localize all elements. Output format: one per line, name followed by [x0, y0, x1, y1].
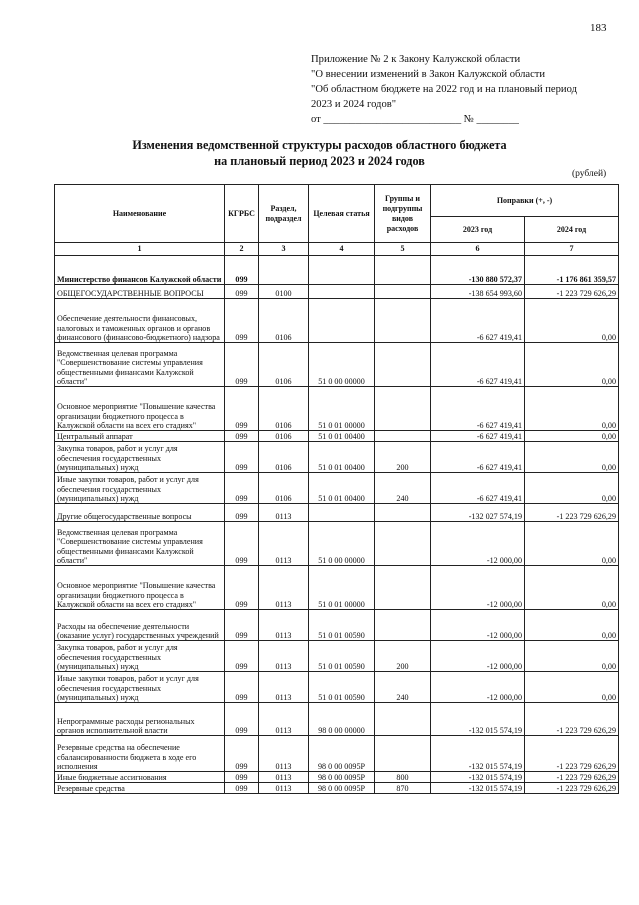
cell-name: Центральный аппарат	[55, 431, 225, 442]
title-line: на плановый период 2023 и 2024 годов	[214, 154, 425, 168]
cell-v2024: 0,00	[525, 610, 619, 641]
cell-group: 240	[375, 473, 431, 504]
cell-v2023: -132 015 574,19	[431, 703, 525, 736]
appendix-line: Приложение № 2 к Закону Калужской области	[311, 54, 521, 65]
appendix-line: "О внесении изменений в Закон Калужской области	[311, 69, 546, 80]
cell-target: 51 0 01 00000	[309, 387, 375, 431]
cell-target: 51 0 01 00400	[309, 473, 375, 504]
table-row	[55, 783, 619, 794]
table-row	[55, 343, 619, 387]
table-row	[55, 431, 619, 442]
cell-kgrbs: 099	[225, 387, 259, 431]
cell-v2023: -132 027 574,19	[431, 504, 525, 522]
cell-name: Резервные средства на обеспечение сбалансированности бюджета в ходе его исполнения	[55, 736, 225, 772]
cell-group	[375, 504, 431, 522]
cell-target: 51 0 01 00590	[309, 641, 375, 672]
cell-name: Иные бюджетные ассигнования	[55, 772, 225, 783]
cell-v2024: -1 223 729 626,29	[525, 703, 619, 736]
table-row	[55, 285, 619, 299]
cell-v2023: -12 000,00	[431, 522, 525, 566]
column-numbers-row	[55, 243, 619, 256]
cell-v2024: -1 223 729 626,29	[525, 504, 619, 522]
cell-target: 98 0 00 00000	[309, 703, 375, 736]
cell-v2023: -6 627 419,41	[431, 473, 525, 504]
cell-target	[309, 256, 375, 285]
cell-name: Министерство финансов Калужской области	[55, 256, 225, 285]
cell-section: 0106	[259, 431, 309, 442]
cell-section: 0113	[259, 641, 309, 672]
cell-kgrbs: 099	[225, 703, 259, 736]
header-target: Целевая статья	[309, 185, 375, 243]
table-row	[55, 299, 619, 343]
cell-v2024: 0,00	[525, 473, 619, 504]
cell-target: 98 0 00 0095Р	[309, 783, 375, 794]
table-row	[55, 703, 619, 736]
cell-v2023: -12 000,00	[431, 610, 525, 641]
cell-target: 51 0 01 00000	[309, 566, 375, 610]
cell-group: 240	[375, 672, 431, 703]
cell-name: ОБЩЕГОСУДАРСТВЕННЫЕ ВОПРОСЫ	[55, 285, 225, 299]
cell-name: Закупка товаров, работ и услуг для обеспечения государственных (муниципальных) нужд	[55, 641, 225, 672]
cell-kgrbs: 099	[225, 783, 259, 794]
cell-group	[375, 566, 431, 610]
cell-name: Обеспечение деятельности финансовых, налоговых и таможенных органов и органов финансового (финансово-бюджетного) надзора	[55, 299, 225, 343]
cell-kgrbs: 099	[225, 772, 259, 783]
cell-section: 0113	[259, 504, 309, 522]
cell-v2024: -1 176 861 359,57	[525, 256, 619, 285]
cell-name: Ведомственная целевая программа "Совершенствование системы управления общественными финансами Калужской области"	[55, 522, 225, 566]
header-2024: 2024 год	[525, 217, 619, 243]
cell-section: 0113	[259, 736, 309, 772]
table-row	[55, 442, 619, 473]
cell-kgrbs: 099	[225, 431, 259, 442]
cell-group	[375, 387, 431, 431]
header-kgrbs: КГРБС	[225, 185, 259, 243]
header-groups: Группы и подгруппы видов расходов	[375, 185, 431, 243]
table-row	[55, 672, 619, 703]
cell-group	[375, 431, 431, 442]
document-title	[0, 137, 639, 169]
header-2023: 2023 год	[431, 217, 525, 243]
cell-section: 0113	[259, 566, 309, 610]
cell-target: 51 0 01 00590	[309, 672, 375, 703]
cell-v2024: 0,00	[525, 442, 619, 473]
cell-v2023: -6 627 419,41	[431, 431, 525, 442]
cell-v2023: -132 015 574,19	[431, 783, 525, 794]
table-row	[55, 256, 619, 285]
cell-kgrbs: 099	[225, 256, 259, 285]
column-number: 4	[309, 243, 375, 256]
cell-v2024: 0,00	[525, 387, 619, 431]
cell-name: Основное мероприятие "Повышение качества организации бюджетного процесса в Калужской области на всех его стадиях"	[55, 387, 225, 431]
page-number: 183	[590, 22, 607, 34]
cell-name: Закупка товаров, работ и услуг для обеспечения государственных (муниципальных) нужд	[55, 442, 225, 473]
cell-kgrbs: 099	[225, 736, 259, 772]
table-row	[55, 387, 619, 431]
table-row	[55, 566, 619, 610]
cell-v2023: -12 000,00	[431, 672, 525, 703]
header-amendments: Поправки (+, -)	[431, 185, 619, 217]
cell-v2023: -12 000,00	[431, 566, 525, 610]
cell-name: Иные закупки товаров, работ и услуг для обеспечения государственных (муниципальных) нужд	[55, 473, 225, 504]
cell-section: 0106	[259, 473, 309, 504]
cell-section: 0113	[259, 522, 309, 566]
cell-v2023: -6 627 419,41	[431, 387, 525, 431]
cell-target	[309, 285, 375, 299]
table-row	[55, 641, 619, 672]
header-section: Раздел, подраздел	[259, 185, 309, 243]
cell-v2023: -6 627 419,41	[431, 299, 525, 343]
cell-group: 200	[375, 442, 431, 473]
cell-kgrbs: 099	[225, 504, 259, 522]
table-row	[55, 473, 619, 504]
cell-kgrbs: 099	[225, 473, 259, 504]
table-row	[55, 522, 619, 566]
cell-target: 51 0 01 00590	[309, 610, 375, 641]
cell-kgrbs: 099	[225, 299, 259, 343]
cell-v2023: -130 880 572,37	[431, 256, 525, 285]
appendix-line: 2023 и 2024 годов"	[311, 99, 397, 110]
cell-v2023: -132 015 574,19	[431, 736, 525, 772]
cell-group	[375, 610, 431, 641]
cell-v2024: 0,00	[525, 431, 619, 442]
header-name: Наименование	[55, 185, 225, 243]
cell-target	[309, 299, 375, 343]
cell-v2024: 0,00	[525, 522, 619, 566]
cell-section: 0106	[259, 343, 309, 387]
cell-group	[375, 299, 431, 343]
cell-name: Другие общегосударственные вопросы	[55, 504, 225, 522]
column-number: 2	[225, 243, 259, 256]
cell-section: 0106	[259, 299, 309, 343]
cell-section	[259, 256, 309, 285]
table-row	[55, 610, 619, 641]
cell-group: 800	[375, 772, 431, 783]
table-row	[55, 504, 619, 522]
column-number: 7	[525, 243, 619, 256]
appendix-line: "Об областном бюджете на 2022 год и на плановый период	[311, 84, 577, 95]
column-number: 3	[259, 243, 309, 256]
cell-v2024: -1 223 729 626,29	[525, 285, 619, 299]
cell-kgrbs: 099	[225, 566, 259, 610]
appendix-line: от __________________________ № ________	[311, 114, 519, 125]
cell-group	[375, 285, 431, 299]
cell-v2023: -132 015 574,19	[431, 772, 525, 783]
cell-v2023: -6 627 419,41	[431, 343, 525, 387]
cell-v2024: 0,00	[525, 299, 619, 343]
cell-v2024: -1 223 729 626,29	[525, 736, 619, 772]
cell-v2023: -6 627 419,41	[431, 442, 525, 473]
title-line: Изменения ведомственной структуры расходов областного бюджета	[132, 138, 507, 152]
cell-v2024: 0,00	[525, 672, 619, 703]
cell-name: Непрограммные расходы региональных органов исполнительной власти	[55, 703, 225, 736]
cell-section: 0106	[259, 442, 309, 473]
cell-v2024: -1 223 729 626,29	[525, 783, 619, 794]
cell-target: 51 0 01 00400	[309, 431, 375, 442]
cell-v2024: -1 223 729 626,29	[525, 772, 619, 783]
cell-group	[375, 703, 431, 736]
cell-v2024: 0,00	[525, 343, 619, 387]
cell-group	[375, 522, 431, 566]
units-label: (рублей)	[572, 169, 607, 179]
cell-group	[375, 343, 431, 387]
cell-section: 0113	[259, 772, 309, 783]
cell-name: Ведомственная целевая программа "Совершенствование системы управления общественными финансами Калужской области"	[55, 343, 225, 387]
cell-target	[309, 504, 375, 522]
table-row	[55, 736, 619, 772]
table-row	[55, 772, 619, 783]
cell-group	[375, 736, 431, 772]
cell-target: 98 0 00 0095Р	[309, 736, 375, 772]
cell-group: 200	[375, 641, 431, 672]
cell-kgrbs: 099	[225, 522, 259, 566]
cell-group: 870	[375, 783, 431, 794]
cell-section: 0113	[259, 783, 309, 794]
cell-kgrbs: 099	[225, 343, 259, 387]
cell-target: 98 0 00 0095Р	[309, 772, 375, 783]
cell-section: 0113	[259, 672, 309, 703]
cell-name: Расходы на обеспечение деятельности (оказание услуг) государственных учреждений	[55, 610, 225, 641]
column-number: 5	[375, 243, 431, 256]
cell-kgrbs: 099	[225, 442, 259, 473]
column-number: 1	[55, 243, 225, 256]
column-number: 6	[431, 243, 525, 256]
cell-section: 0106	[259, 387, 309, 431]
cell-kgrbs: 099	[225, 641, 259, 672]
cell-name: Иные закупки товаров, работ и услуг для обеспечения государственных (муниципальных) нужд	[55, 672, 225, 703]
cell-v2024: 0,00	[525, 566, 619, 610]
cell-kgrbs: 099	[225, 285, 259, 299]
cell-target: 51 0 00 00000	[309, 522, 375, 566]
budget-table	[54, 184, 619, 794]
cell-group	[375, 256, 431, 285]
cell-name: Резервные средства	[55, 783, 225, 794]
cell-target: 51 0 00 00000	[309, 343, 375, 387]
cell-v2023: -138 654 993,60	[431, 285, 525, 299]
cell-section: 0100	[259, 285, 309, 299]
cell-section: 0113	[259, 610, 309, 641]
cell-name: Основное мероприятие "Повышение качества организации бюджетного процесса в Калужской области на всех его стадиях"	[55, 566, 225, 610]
appendix-note	[311, 52, 577, 127]
cell-kgrbs: 099	[225, 610, 259, 641]
cell-section: 0113	[259, 703, 309, 736]
cell-target: 51 0 01 00400	[309, 442, 375, 473]
cell-v2024: 0,00	[525, 641, 619, 672]
cell-v2023: -12 000,00	[431, 641, 525, 672]
cell-kgrbs: 099	[225, 672, 259, 703]
